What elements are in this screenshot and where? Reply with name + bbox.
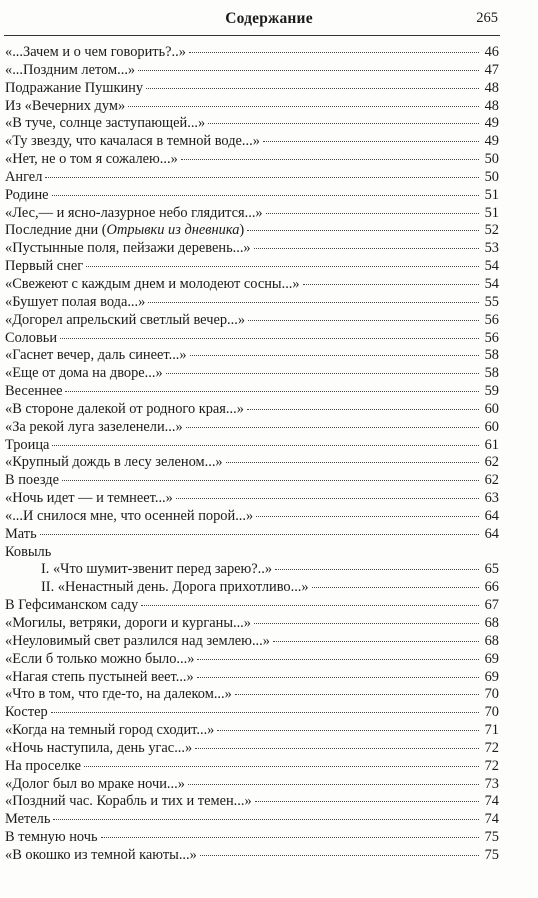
toc-entry-title	[5, 472, 59, 490]
toc-entry-title	[5, 490, 173, 508]
toc-entry-page: 52	[484, 222, 499, 239]
toc-entry	[5, 776, 499, 794]
toc-entry-page: 64	[484, 507, 499, 524]
header-rule	[4, 35, 500, 36]
dot-leader	[101, 837, 479, 838]
dot-leader	[189, 52, 479, 53]
toc-entry-title-text: «В туче, солнце заступающей...»	[5, 115, 206, 132]
toc-entry-page: 46	[484, 44, 499, 60]
toc-entry-page: 71	[484, 722, 499, 739]
dot-leader	[138, 70, 479, 71]
toc-entry-title-text: «В окошко из темной каюты...»	[5, 846, 197, 863]
toc-entry-title-text: В Гефсиманском саду	[5, 597, 139, 614]
toc-entry	[5, 561, 499, 579]
toc-entry-page: 73	[484, 775, 499, 792]
toc-entry	[5, 98, 499, 116]
toc-entry	[5, 704, 499, 722]
toc-entry-title	[5, 169, 42, 187]
toc-entry-page: 59	[484, 383, 499, 400]
toc-entry-title	[5, 330, 57, 348]
toc-entry-title-text: «Если б только можно было...»	[5, 650, 195, 667]
toc-entry	[5, 579, 499, 597]
toc-entry-title	[5, 294, 145, 312]
toc-entry-title-text: Костер	[5, 704, 48, 721]
toc-entry	[5, 115, 499, 133]
dot-leader	[128, 106, 479, 107]
toc-entry	[5, 758, 499, 776]
toc-entry-title-text: «Что в том, что где-то, на далеком...»	[5, 686, 232, 703]
toc-entry-title	[5, 276, 300, 294]
toc-entry-page: 69	[484, 650, 499, 667]
toc-entry-title-text: «Долог был во мраке ночи...»	[5, 775, 185, 792]
toc-entry-title	[5, 187, 49, 205]
dot-leader	[141, 605, 479, 606]
dot-leader	[208, 123, 479, 124]
dot-leader	[248, 320, 479, 321]
dot-leader	[84, 766, 479, 767]
toc-entry-title	[5, 437, 49, 455]
toc-entry	[5, 793, 499, 811]
toc-entry-title	[5, 704, 48, 722]
dot-leader	[226, 462, 479, 463]
dot-leader	[256, 516, 479, 517]
dot-leader	[52, 195, 479, 196]
toc-entry-title-text: В поезде	[5, 472, 59, 489]
toc-entry-title	[5, 811, 50, 829]
toc-entry-title	[5, 526, 37, 544]
toc-entry-title	[5, 651, 194, 669]
toc-entry-title-text: «Гаснет вечер, даль синеет...»	[5, 347, 187, 364]
toc-entry-title-text: «Нагая степь пустыней веет...»	[5, 668, 194, 685]
toc-entry-title-text: «Неуловимый свет разлился над землею...»	[5, 632, 270, 649]
toc-entry-page: 68	[484, 632, 499, 649]
toc-entry-title-text: В темную ночь	[5, 829, 98, 846]
toc-entry	[5, 383, 499, 401]
toc-entry-title	[5, 62, 135, 80]
toc-entry	[5, 615, 499, 633]
toc-entry-page: 61	[484, 436, 499, 453]
toc-entry	[5, 669, 499, 687]
toc-entry	[5, 740, 499, 758]
toc-entry-page: 74	[484, 811, 499, 828]
dot-leader	[195, 748, 479, 749]
toc-entry-title-text: Ангел	[5, 168, 43, 185]
dot-leader	[62, 480, 479, 481]
page-number: 265	[476, 10, 498, 26]
toc-entry-title	[5, 722, 214, 740]
toc-entry-title-text: На проселке	[5, 757, 81, 774]
toc-entry-title	[5, 686, 232, 704]
dot-leader	[273, 641, 479, 642]
toc-entry-title-text: II. «Ненастный день. Дорога прихотливо...»	[41, 579, 309, 596]
toc-entry	[5, 44, 499, 62]
toc-entry-title	[5, 793, 252, 811]
toc-entry-page: 67	[484, 597, 499, 614]
toc-entry-title	[5, 151, 178, 169]
toc-entry-page: 49	[484, 115, 499, 132]
toc-entry	[5, 544, 499, 562]
toc-entry-title	[5, 829, 98, 847]
toc-entry	[5, 490, 499, 508]
dot-leader	[247, 230, 479, 231]
toc-entry-page: 49	[484, 133, 499, 150]
toc-entry-title-text: «Еще от дома на дворе...»	[5, 365, 163, 382]
toc-entry-title	[5, 597, 138, 615]
dot-leader	[176, 498, 479, 499]
toc-entry-title	[5, 312, 245, 330]
toc-entry	[5, 222, 499, 240]
toc-entry-title	[5, 258, 83, 276]
toc-entry-page: 75	[484, 829, 499, 846]
toc-entry-title-text: Весеннее	[5, 383, 63, 400]
toc-entry-title	[5, 347, 187, 365]
toc-entry-title	[5, 365, 163, 383]
toc-entry-title	[5, 776, 185, 794]
toc-entry-page: 69	[484, 668, 499, 685]
dot-leader	[52, 445, 479, 446]
toc-entry-title	[5, 133, 260, 151]
toc-entry-title-text: «Ночь наступила, день угас...»	[5, 739, 193, 756]
toc-entry-page: 72	[484, 739, 499, 756]
toc-entry-page: 51	[484, 204, 499, 221]
toc-entry	[5, 472, 499, 490]
toc-entry-title	[5, 401, 244, 419]
toc-entry	[5, 829, 499, 847]
toc-entry-title-suffix: )	[239, 222, 245, 239]
toc-entry-page: 62	[484, 454, 499, 471]
toc-entry-title	[5, 205, 263, 223]
toc-entry-title	[5, 758, 81, 776]
toc-entry-title-text: «Пустынные поля, пейзажи деревень...»	[5, 240, 251, 257]
toc-entry	[5, 722, 499, 740]
toc-entry	[5, 80, 499, 98]
toc-entry-title-italic: Отрывки из дневника	[106, 222, 240, 239]
dot-leader	[86, 266, 479, 267]
toc-entry	[5, 187, 499, 205]
dot-leader	[51, 712, 479, 713]
dot-leader	[263, 141, 479, 142]
toc-entry-title-text: «Когда на темный город сходит...»	[5, 722, 215, 739]
toc-entry-title-text: «Бушует полая вода...»	[5, 293, 146, 310]
dot-leader	[303, 284, 479, 285]
toc-entry	[5, 205, 499, 223]
toc-entry-title-text: «Свежеют с каждым днем и молодеют сосны...»	[5, 275, 300, 292]
toc-entry	[5, 365, 499, 383]
toc-entry-title	[5, 240, 251, 258]
dot-leader	[312, 587, 479, 588]
toc-entry-title-text: «...Поздним летом...»	[5, 61, 136, 78]
dot-leader	[146, 88, 479, 89]
dot-leader	[186, 427, 479, 428]
toc-entry-page: 60	[484, 400, 499, 417]
dot-leader	[40, 534, 479, 535]
toc-entry	[5, 151, 499, 169]
toc-entry-page: 64	[484, 525, 499, 542]
toc-entry-page: 68	[484, 615, 499, 631]
toc-entry-page: 58	[484, 365, 499, 382]
toc-entry-title	[41, 561, 272, 579]
toc-entry-title-text: Из «Вечерних дум»	[5, 97, 126, 114]
toc-entry	[5, 401, 499, 419]
page-title: Содержание	[225, 10, 313, 27]
dot-leader	[197, 659, 479, 660]
toc-entry-page: 58	[484, 347, 499, 364]
toc-entry	[5, 686, 499, 704]
toc-entry-title-text: «Крупный дождь в лесу зеленом...»	[5, 454, 223, 471]
dot-leader	[217, 730, 479, 731]
toc-entry-title-text: Последние дни (	[5, 222, 107, 239]
dot-leader	[235, 694, 479, 695]
toc-entry	[5, 454, 499, 472]
toc-entry-title-text: «Поздний час. Корабль и тих и темен...»	[5, 793, 252, 810]
toc-entry-title	[5, 115, 205, 133]
toc-entry-page: 51	[484, 186, 499, 203]
toc-entry-title	[5, 615, 251, 633]
toc-entry-title-text: «Могилы, ветряки, дороги и курганы...»	[5, 615, 251, 631]
toc-entry-title-text: «Ту звезду, что качалася в темной воде...»	[5, 133, 260, 150]
dot-leader	[254, 248, 479, 249]
toc-entry-page: 70	[484, 686, 499, 703]
toc-entry-title-text: Соловьи	[5, 329, 58, 346]
toc-entry	[5, 330, 499, 348]
toc-entry-title	[5, 633, 270, 651]
dot-leader	[181, 159, 479, 160]
toc-entry-title-text: «Догорел апрельский светлый вечер...»	[5, 311, 246, 328]
toc-entry-page: 60	[484, 418, 499, 435]
toc-entry-page: 65	[484, 561, 499, 578]
toc-entry-title	[5, 669, 194, 687]
toc-entry-title-text: Метель	[5, 811, 51, 828]
toc-entry	[5, 437, 499, 455]
toc-entry-page: 55	[484, 293, 499, 310]
toc-entry-title	[5, 80, 143, 98]
dot-leader	[255, 801, 479, 802]
toc-entry-title	[5, 222, 244, 240]
toc-entry-title-text: «Нет, не о том я сожалею...»	[5, 151, 178, 168]
toc-entry	[5, 169, 499, 187]
toc-entry-title-text: Троица	[5, 436, 50, 453]
toc-entry	[5, 312, 499, 330]
toc-entry-title-text: Первый снег	[5, 258, 84, 275]
dot-leader	[266, 213, 479, 214]
running-header	[0, 10, 538, 32]
toc-entry-page: 54	[484, 275, 499, 292]
toc-entry-page: 66	[484, 579, 499, 596]
toc-entry	[5, 294, 499, 312]
toc-entry-page: 54	[484, 258, 499, 275]
toc-entry-title-text: Родине	[5, 186, 49, 203]
dot-leader	[275, 569, 479, 570]
toc-entry-title-text: Подражание Пушкину	[5, 79, 144, 96]
toc-entry-title-text: «В стороне далекой от родного края...»	[5, 400, 244, 417]
toc-entry	[5, 633, 499, 651]
table-of-contents	[5, 44, 499, 865]
toc-entry-page: 63	[484, 490, 499, 507]
toc-entry	[5, 651, 499, 669]
dot-leader	[45, 177, 479, 178]
toc-entry-page: 74	[484, 793, 499, 810]
dot-leader	[200, 855, 479, 856]
toc-entry-title-text: Ковыль	[5, 543, 52, 560]
toc-entry	[5, 240, 499, 258]
toc-entry-title-text: «За рекой луга зазеленели...»	[5, 418, 183, 435]
toc-entry-title-text: «...Зачем и о чем говорить?..»	[5, 44, 186, 60]
toc-entry-title-text: I. «Что шумит-звенит перед зарею?..»	[41, 561, 273, 578]
toc-entry-page: 47	[484, 61, 499, 78]
dot-leader	[60, 338, 479, 339]
toc-entry	[5, 419, 499, 437]
toc-entry-page: 50	[484, 151, 499, 168]
toc-entry-page: 75	[484, 846, 499, 863]
dot-leader	[188, 784, 479, 785]
dot-leader	[53, 819, 479, 820]
dot-leader	[148, 302, 479, 303]
toc-entry-title	[5, 454, 223, 472]
toc-entry	[5, 847, 499, 865]
dot-leader	[197, 677, 479, 678]
toc-entry-title-text: «Лес,— и ясно-лазурное небо глядится...»	[5, 204, 263, 221]
toc-entry-page: 48	[484, 97, 499, 114]
toc-entry	[5, 133, 499, 151]
toc-entry	[5, 508, 499, 526]
toc-entry-title	[5, 544, 51, 562]
dot-leader	[166, 373, 479, 374]
toc-entry	[5, 526, 499, 544]
toc-entry-title	[5, 740, 192, 758]
toc-entry-page: 70	[484, 704, 499, 721]
toc-entry	[5, 258, 499, 276]
toc-entry-title	[41, 579, 309, 597]
toc-entry-title-text: Мать	[5, 525, 37, 542]
toc-entry-title	[5, 44, 186, 62]
toc-entry-page: 48	[484, 79, 499, 96]
toc-entry-title	[5, 383, 62, 401]
toc-entry-page: 62	[484, 472, 499, 489]
dot-leader	[254, 623, 479, 624]
toc-entry-title	[5, 98, 125, 116]
toc-entry-title-text: «Ночь идет — и темнеет...»	[5, 490, 173, 507]
toc-entry-page: 56	[484, 311, 499, 328]
dot-leader	[247, 409, 479, 410]
toc-entry-title	[5, 419, 183, 437]
toc-entry-page: 50	[484, 168, 499, 185]
toc-entry	[5, 62, 499, 80]
toc-entry	[5, 811, 499, 829]
toc-entry-title	[5, 508, 253, 526]
dot-leader	[190, 355, 479, 356]
toc-entry-page: 56	[484, 329, 499, 346]
toc-entry	[5, 276, 499, 294]
toc-entry	[5, 347, 499, 365]
toc-entry-page: 72	[484, 757, 499, 774]
toc-entry-title	[5, 847, 197, 865]
toc-entry	[5, 597, 499, 615]
dot-leader	[65, 391, 479, 392]
toc-entry-title-text: «...И снилося мне, что осенней порой...»	[5, 507, 254, 524]
toc-entry-page: 53	[484, 240, 499, 257]
